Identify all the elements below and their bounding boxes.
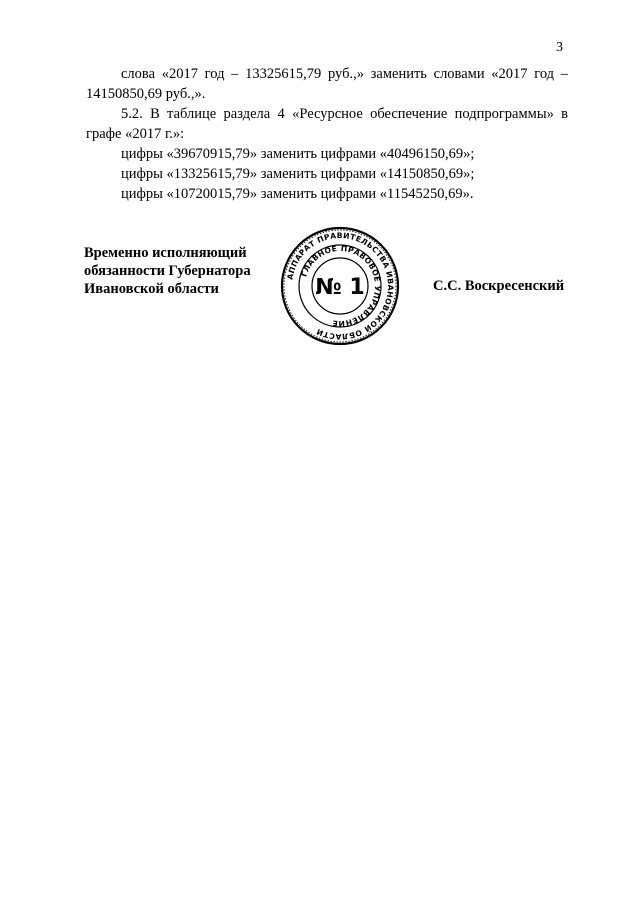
list-item: цифры «10720015,79» заменить цифрами «11545250,69».	[121, 186, 474, 202]
list-item: цифры «39670915,79» заменить цифрами «40496150,69»;	[121, 146, 475, 162]
page-number: 3	[556, 40, 563, 55]
official-seal-stamp	[279, 225, 401, 347]
seal-outer-text: АППАРАТ ПРАВИТЕЛЬСТВА ИВАНОВСКОЙ ОБЛАСТИ	[285, 230, 396, 342]
list-item: цифры «13325615,79» заменить цифрами «14150850,69»;	[121, 166, 475, 182]
body-line-1: слова «2017 год – 13325615,79 руб.,» заменить словами «2017 год –	[121, 66, 568, 82]
body-paragraph-5-2: 5.2. В таблице раздела 4 «Ресурсное обеспечение подпрограммы» в графе «2017 г.»:	[86, 106, 568, 142]
document-body	[86, 64, 568, 204]
seal-inner-text: ГЛАВНОЕ ПРАВОВОЕ УПРАВЛЕНИЕ	[299, 243, 383, 329]
signatory-title	[84, 244, 251, 298]
seal-number: № 1	[315, 275, 365, 300]
signatory-title-line: Временно исполняющий	[84, 245, 247, 261]
body-line-2: 14150850,69 руб.,».	[86, 86, 206, 102]
signatory-name: С.С. Воскресенский	[433, 278, 565, 294]
signatory-title-line: Ивановской области	[84, 281, 219, 297]
signatory-title-line: обязанности Губернатора	[84, 263, 251, 279]
